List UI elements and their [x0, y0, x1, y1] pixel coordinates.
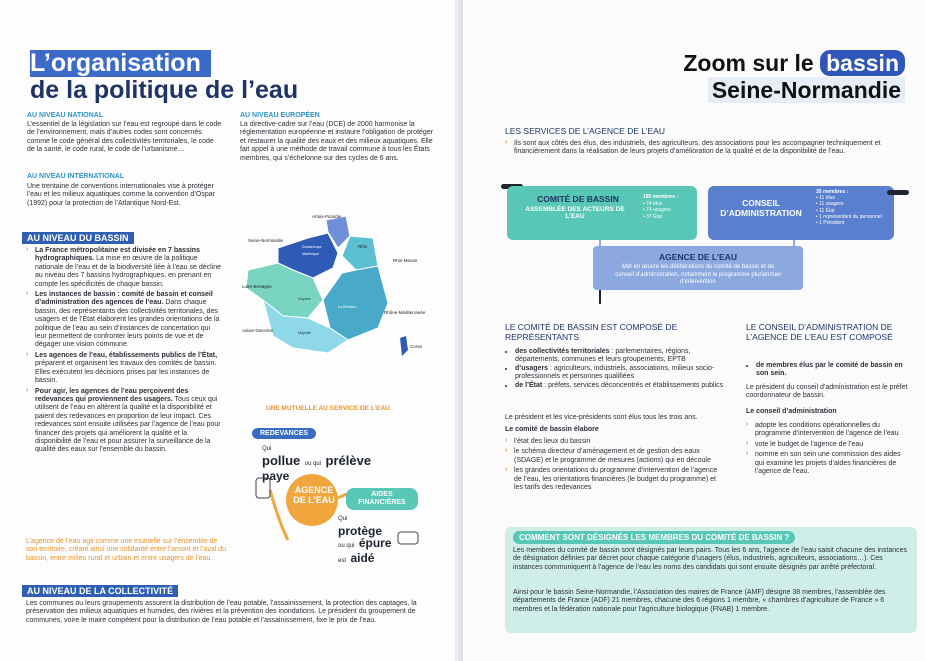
- ca-list: [746, 362, 916, 379]
- european-heading: AU NIVEAU EUROPÉEN: [240, 112, 320, 119]
- cbc-elabore-item: › les grandes orientations du programme d’intervention de l’agence de l’eau, les orientations financières (le budget du programme) et les tarifs des redevances: [505, 467, 725, 492]
- bassin-item: › Les instances de bassin : comité de bassin et conseil d’administration des agences de l’eau. Dans chaque bassin, des représentants des collectivités territoriales, des usagers et de l’État élaborent les grandes orientations de la politique de l’eau au sein d’instances de concertation qui leur permettent de confronter leurs points de vue et de dégager une vision commune.: [26, 291, 222, 350]
- cbc-elabore-item: › le schéma directeur d’aménagement et de gestion des eaux (SDAGE) et le programme de mesures (actions) qui en découle: [505, 448, 725, 465]
- ca-sub-item: › nomme en son sein une commission des aides qui examine les projets d’aides financières de l’agence de l’eau.: [746, 451, 911, 476]
- collectivite-heading: AU NIVEAU DE LA COLLECTIVITÉ: [22, 585, 178, 597]
- comment-p2: Ainsi pour le bassin Seine-Normandie, l’Association des maires de France (AMF) désigne 38 membres, l’assemblée des départements de France (ADF) 21 membres, chacune des 6 régions 1 membre, « chambres d’agriculture de France » 6 membres et la fédération nationale pour l’agriculture biologique (FNAB) 1 membre.: [513, 589, 886, 613]
- right-title-line2: Seine-Normandie: [708, 77, 905, 103]
- ca-heading: LE CONSEIL D’ADMINISTRATION DE L’AGENCE DE L’EAU EST COMPOSÉ: [746, 322, 893, 342]
- right-page: [463, 0, 925, 661]
- international-heading: AU NIVEAU INTERNATIONAL: [27, 173, 125, 180]
- services-item: › Ils sont aux côtés des élus, des industriels, des agriculteurs, des associations pour les accompagner techniquement et financièrement dans la réalisation de leurs projets d’amélioration de la qualité et de la disponibilité de l’eau.: [505, 140, 905, 157]
- ca-sub-head: Le conseil d’administration: [746, 408, 837, 415]
- map-label: Guadeloupe: [302, 245, 322, 249]
- deco-line: [599, 290, 601, 304]
- map-label: Rhône-Méditerranée: [384, 310, 426, 315]
- aides-label: AIDES FINANCIÈRES: [346, 488, 418, 510]
- map-corse: [400, 336, 408, 356]
- protege-word: protège: [338, 524, 383, 538]
- map-label: Adour-Garonne: [242, 328, 274, 333]
- ca-title: CONSEIL D’ADMINISTRATION: [720, 198, 802, 218]
- cbc-item: • des collectivités territoriales : parlementaires, régions, départements, communes et leurs groupements, EPTB: [515, 348, 735, 365]
- cbc-elabore-head: Le comité de bassin élabore: [505, 426, 599, 433]
- agence-center-label: AGENCE DE L’EAU: [293, 485, 335, 505]
- ca-members: 35 membres : • 11 élus • 11 usagers • 11 État • 1 représentant du personnel • 1 Président: [816, 189, 882, 227]
- cbc-heading: LE COMITÉ DE BASSIN EST COMPOSÉ DE REPRÉSENTANTS: [505, 322, 678, 342]
- cbc-elabore-list: [505, 438, 725, 494]
- cbc-item: • d’usagers : agriculteurs, industriels, associations, milieux socio-professionnels et personnes qualifiées: [515, 365, 735, 382]
- redevances-label: REDEVANCES: [252, 428, 316, 439]
- ag-title: AGENCE DE L’EAU: [659, 252, 737, 262]
- cb-title: COMITÉ DE BASSIN: [537, 194, 619, 204]
- bassin-list: [26, 247, 222, 457]
- map-label: Loire-Bretagne: [242, 284, 272, 289]
- bassin-heading: AU NIVEAU DU BASSIN: [22, 232, 134, 244]
- epure-word: épure: [358, 536, 392, 550]
- est-word: est: [338, 558, 347, 564]
- bassin-item: › Pour agir, les agences de l’eau perçoivent des redevances qui proviennent des usagers. Tous ceux qui utilisent de l’eau en altèrent la qualité et la disponibilité et paient des redevances en proportion de leur impact. Ces redevances sont ensuite utilisées par l’agence de l’eau pour financer des projets qui améliorent la qualité et la disponibilité de l’eau et pour assurer la surveillance de la qualité des eaux sur l’ensemble du bassin.: [26, 388, 222, 455]
- preleve-word: prélève: [325, 453, 372, 468]
- ca-sub-list: [746, 422, 911, 478]
- comite-bassin-box: [507, 186, 697, 240]
- comment-heading: COMMENT SONT DÉSIGNÉS LES MEMBRES DU COMITÉ DE BASSIN ?: [513, 531, 795, 544]
- money-icon: [398, 532, 418, 544]
- payment-icon: [256, 478, 270, 498]
- map-rhone: [323, 266, 388, 340]
- ag-text: Met en œuvre les délibérations du comité de bassin et du conseil d’administration, notamment le programme pluriannuel d’intervention: [615, 264, 781, 285]
- map-label: Rhin-Meuse: [393, 258, 418, 263]
- pollue-word: pollue: [262, 453, 301, 468]
- services-heading: LES SERVICES DE L’AGENCE DE L’EAU: [505, 126, 665, 136]
- ca-item: • de membres élus par le comité de bassin en son sein.: [756, 362, 916, 379]
- conseil-admin-box: [708, 186, 894, 240]
- map-label: Artois-Picardie: [312, 214, 342, 219]
- qui-word: Qui: [262, 446, 272, 452]
- agence-box: [593, 246, 803, 290]
- european-text: La directive-cadre sur l’eau (DCE) de 2000 harmonise la réglementation européenne et instaure l’obligation de protéger et restaurer la qualité des eaux et des milieux aquatiques. Elle fait appel à une méthode de travail commune à tous les États membres, qui s’échelonne sur des cycles de 6 ans.: [240, 121, 434, 162]
- left-title: [30, 50, 298, 104]
- left-title-line2: de la politique de l’eau: [30, 76, 299, 104]
- cbc-item: • de l’État : préfets, services déconcentrés et établissements publics: [515, 382, 735, 390]
- ouqui-word: ou qui: [304, 461, 322, 467]
- aides-words: [338, 510, 392, 567]
- ca-sub-item: › adopte les conditions opérationnelles du programme d’intervention de l’agence de l’eau: [746, 422, 911, 439]
- left-title-line1: L’organisation: [30, 50, 211, 77]
- international-text: Une trentaine de conventions internationales vise à protéger l’eau et les milieux aquatiques comme la convention d’Ospar (1992) pour la protection de l’Atlantique Nord-Est.: [27, 183, 215, 207]
- ca-sub-item: › vote le budget de l’agence de l’eau: [746, 441, 911, 449]
- aide-word: aidé: [350, 551, 375, 565]
- qui2-word: Qui: [338, 516, 348, 522]
- deco-dash: [887, 190, 909, 195]
- map-label: La Réunion: [338, 305, 357, 309]
- right-title: [683, 50, 905, 104]
- ca-note: Le président du conseil d’administration est le préfet coordonnateur de bassin.: [746, 384, 908, 400]
- cb-members: 185 membres : • 74 élus • 74 usagers • 37 État: [643, 194, 679, 220]
- map-label: Corse: [410, 344, 423, 349]
- map-label: Guyane: [298, 297, 311, 301]
- ouqui2-word: ou qui: [338, 543, 355, 549]
- national-text: L’essentiel de la législation sur l’eau est regroupé dans le code de l’environnement, mais d’autres codes sont concernés comme le code général des collectivités territoriales, le code de la santé, le code rural, le code de l’urbanisme…: [27, 121, 222, 154]
- right-title-line1b: bassin: [820, 50, 905, 76]
- collectivite-text: Les communes ou leurs groupements assurent la distribution de l’eau potable, l’assainissement, la protection des captages, la préservation des milieux aquatiques et humides, des rivières et la prévention des inondations. Le président du groupement de communes, voire le maire compétent pour la distribution de l’eau potable et l’assainissement, fixe le prix de l’eau.: [26, 600, 417, 624]
- services-list: [505, 140, 905, 159]
- comment-p1: Les membres du comité de bassin sont désignés par leurs pairs. Tous les 6 ans, l’agence de l’eau saisit chacune des instances de désignation définies par décret pour chaque catégorie d’usagers (élus, industriels, agriculteurs, associations…). Ces instances communiquent à l’agence de l’eau les noms des candidats qui sont ensuite désignés par arrêté préfectoral.: [513, 547, 908, 571]
- bassin-item: › La France métropolitaine est divisée en 7 bassins hydrographiques. La mise en œuvre de la politique nationale de l’eau et de la biodiversité liée à l’eau se décline au niveau des 7 bassins hydrographiques, en prenant en compte les spécificités de chaque bassin.: [26, 247, 222, 289]
- right-title-line1a: Zoom sur le: [683, 50, 814, 76]
- mutuelle-title: UNE MUTUELLE AU SERVICE DE L’EAU: [266, 405, 390, 412]
- cb-sub: ASSEMBLÉE DES ACTEURS DE L’EAU: [525, 206, 625, 220]
- map-label: Mayotte: [298, 331, 311, 335]
- map-label: Seine-Normandie: [248, 238, 284, 243]
- flow-arrow-in: [270, 490, 288, 540]
- cbc-list: [505, 348, 735, 390]
- map-rhin: [342, 236, 378, 270]
- basins-map: [238, 208, 448, 370]
- cbc-elabore-item: › l’état des lieux du bassin: [505, 438, 725, 446]
- map-label: Martinique: [302, 252, 319, 256]
- bassin-item: › Les agences de l’eau, établissements publics de l’État, préparent et organisent les travaux des comités de bassin. Elles exécutent les décisions prises par les instances de bassin.: [26, 352, 222, 386]
- paye-word: paye: [262, 469, 290, 483]
- solidarity-text: L’agence de l’eau agit comme une mutuelle sur l’ensemble de son territoire, créant ainsi une solidarité entre l’amont et l’aval du bassin, entre milieu rural et urbain et entre usagers de l’eau.: [26, 538, 226, 562]
- national-heading: AU NIVEAU NATIONAL: [27, 112, 104, 119]
- comment-box: [505, 527, 917, 633]
- map-label: Rhin: [358, 244, 368, 249]
- cbc-note: Le président et les vice-présidents sont élus tous les trois ans.: [505, 414, 698, 421]
